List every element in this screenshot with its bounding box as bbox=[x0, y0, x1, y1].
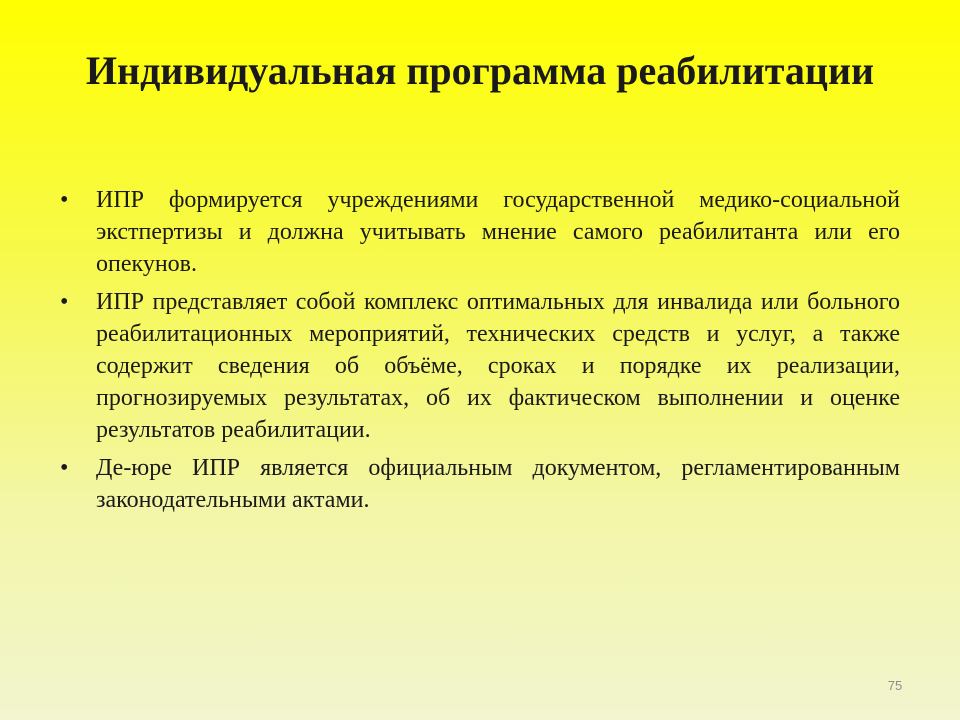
bullet-dot-icon: • bbox=[60, 187, 69, 213]
bullet-item bbox=[60, 286, 900, 446]
page-number: 75 bbox=[887, 678, 903, 693]
bullet-list bbox=[60, 184, 900, 522]
bullet-text: ИПР представляет собой комплекс оптимальных для инвалида или больного реабилитационных мероприятий, технических средств и услуг, а также содержит сведения об объёме, сроках и порядке их реализации, прогнозируемых результатах, об их фактическом выполнении и оценке результатов реабилитации. bbox=[96, 289, 900, 443]
bullet-text: Де-юре ИПР является официальным документом, регламентированным законодательными актами. bbox=[96, 455, 900, 513]
bullet-text: ИПР формируется учреждениями государственной медико-социальной экстпертизы и должна учитывать мнение самого реабилитанта или его опекунов. bbox=[96, 187, 900, 277]
bullet-item bbox=[60, 452, 900, 516]
slide-title: Индивидуальная программа реабилитации bbox=[85, 48, 875, 93]
bullet-dot-icon: • bbox=[60, 289, 69, 315]
bullet-item bbox=[60, 184, 900, 280]
bullet-dot-icon: • bbox=[60, 455, 69, 481]
